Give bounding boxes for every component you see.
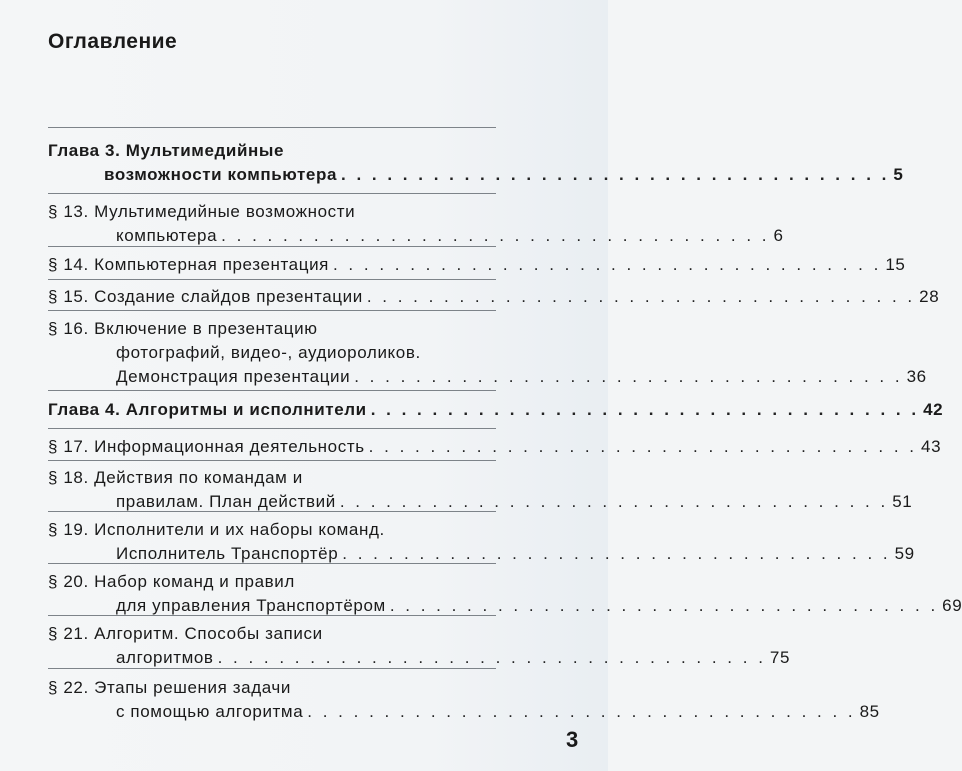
toc-section-entry	[48, 253, 906, 277]
toc-line	[48, 200, 496, 224]
toc-entry-title: § 22. Этапы решения задачи	[48, 678, 291, 697]
toc-entry-title: для управления Транспортёром	[116, 596, 386, 615]
divider	[48, 279, 496, 280]
toc-entry-title: возможности компьютера	[104, 165, 338, 184]
toc-line	[48, 435, 942, 459]
toc-entry-title: § 15. Создание слайдов презентации	[48, 287, 363, 306]
divider	[48, 563, 496, 564]
toc-entry-title: с помощью алгоритма	[116, 702, 304, 721]
toc-entry-number: § 13.	[48, 202, 89, 221]
toc-page-ref: 43	[921, 437, 942, 456]
toc-line	[48, 676, 496, 700]
toc-chapter-entry	[48, 139, 904, 187]
toc-entry-number: § 16.	[48, 319, 89, 338]
dot-leader: . . . . . . . . . . . . . . . . . . . . . . . . . . . . . . . . . . . .	[368, 437, 918, 456]
divider	[48, 615, 496, 616]
page-number: 3	[566, 727, 579, 752]
toc-line	[48, 466, 496, 490]
dot-leader: . . . . . . . . . . . . . . . . . . . . . . . . . . . . . . . . . . . .	[389, 596, 939, 615]
toc-entry-title: § 13. Мультимедийные возможности	[48, 202, 356, 221]
toc-entry-title: фотографий, видео-, аудиороликов.	[116, 343, 421, 362]
toc-page-ref: 5	[893, 165, 904, 184]
toc-entry-number: Глава 4.	[48, 400, 121, 419]
toc-entry-title: Глава 4. Алгоритмы и исполнители	[48, 400, 367, 419]
toc-page-ref: 36	[906, 367, 927, 386]
toc-page-ref: 75	[769, 648, 791, 667]
toc-entry-number: § 14.	[48, 255, 89, 274]
toc-page-ref: 59	[894, 544, 915, 563]
toc-page-ref: 42	[923, 400, 944, 419]
toc-entry-title: § 18. Действия по командам и	[48, 468, 303, 487]
divider	[48, 127, 496, 128]
divider	[48, 511, 496, 512]
toc-entry-title: § 20. Набор команд и правил	[48, 572, 295, 591]
dot-leader: . . . . . . . . . . . . . . . . . . . . . . . . . . . . . . . . . . . .	[341, 165, 890, 184]
toc-line	[48, 365, 927, 389]
toc-line	[48, 285, 940, 309]
toc-line	[48, 622, 496, 646]
toc-section-entry	[48, 200, 784, 248]
toc-line	[48, 398, 944, 422]
toc-line	[48, 518, 496, 542]
dot-leader: . . . . . . . . . . . . . . . . . . . . . . . . . . . . . . . . . . . .	[370, 400, 920, 419]
toc-heading: Оглавление	[48, 30, 178, 53]
divider	[48, 460, 496, 461]
toc-entry-number: § 15.	[48, 287, 89, 306]
toc-page-ref: 69	[942, 596, 962, 615]
divider	[48, 390, 496, 391]
toc-entry-number: § 18.	[48, 468, 89, 487]
divider	[48, 246, 496, 247]
dot-leader: . . . . . . . . . . . . . . . . . . . . . . . . . . . . . . . . . . . .	[354, 367, 903, 386]
toc-section-entry	[48, 285, 940, 309]
toc-entry-number: § 21.	[48, 624, 89, 643]
toc-entry-title: § 14. Компьютерная презентация	[48, 255, 329, 274]
toc-line	[48, 700, 880, 724]
toc-entry-title: § 19. Исполнители и их наборы команд.	[48, 520, 385, 539]
toc-line	[48, 139, 496, 163]
toc-entry-title: Исполнитель Транспортёр	[116, 544, 339, 563]
dot-leader: . . . . . . . . . . . . . . . . . . . . . . . . . . . . . . . . . . . .	[307, 702, 856, 721]
divider	[48, 193, 496, 194]
toc-line	[48, 163, 904, 187]
toc-page-ref: 15	[885, 255, 906, 274]
toc-section-entry	[48, 570, 962, 618]
toc-entry-title: компьютера	[116, 226, 218, 245]
toc-entry-number: § 19.	[48, 520, 89, 539]
toc-entry-title: алгоритмов	[116, 648, 214, 667]
dot-leader: . . . . . . . . . . . . . . . . . . . . . . . . . . . . . . . . . . . .	[332, 255, 882, 274]
toc-line	[48, 317, 496, 341]
toc-entry-number: Глава 3.	[48, 141, 121, 160]
dot-leader: . . . . . . . . . . . . . . . . . . . . . . . . . . . . . . . . . . . .	[366, 287, 916, 306]
dot-leader: . . . . . . . . . . . . . . . . . . . . . . . . . . . . . . . . . . . .	[217, 648, 766, 667]
toc-section-entry	[48, 518, 915, 566]
divider	[48, 310, 496, 311]
divider	[48, 668, 496, 669]
toc-page-ref: 51	[892, 492, 913, 511]
dot-leader: . . . . . . . . . . . . . . . . . . . . . . . . . . . . . . . . . . . .	[342, 544, 891, 563]
toc-line	[48, 570, 496, 594]
toc-section-entry	[48, 466, 913, 514]
toc-line	[48, 341, 496, 365]
toc-entry-title: § 21. Алгоритм. Способы записи	[48, 624, 323, 643]
toc-entry-number: § 22.	[48, 678, 89, 697]
toc-chapter-entry	[48, 398, 944, 422]
toc-line	[48, 224, 784, 248]
toc-line	[48, 646, 791, 670]
toc-section-entry	[48, 317, 927, 389]
toc-entry-title: Демонстрация презентации	[116, 367, 351, 386]
toc-page-ref: 6	[773, 226, 784, 245]
toc-section-entry	[48, 676, 880, 724]
toc-entry-title: Глава 3. Мультимедийные	[48, 141, 285, 160]
toc-entry-title: правилам. План действий	[116, 492, 336, 511]
toc-section-entry	[48, 435, 942, 459]
toc-entry-title: § 17. Информационная деятельность	[48, 437, 365, 456]
toc-line	[48, 253, 906, 277]
toc-entry-number: § 20.	[48, 572, 89, 591]
toc-entry-number: § 17.	[48, 437, 89, 456]
toc-section-entry	[48, 622, 791, 670]
toc-page-ref: 28	[919, 287, 940, 306]
toc-page-ref: 85	[859, 702, 880, 721]
divider	[48, 428, 496, 429]
toc-entry-title: § 16. Включение в презентацию	[48, 319, 318, 338]
dot-leader: . . . . . . . . . . . . . . . . . . . . . . . . . . . . . . . . . . . .	[339, 492, 889, 511]
dot-leader: . . . . . . . . . . . . . . . . . . . . . . . . . . . . . . . . . . . .	[221, 226, 770, 245]
